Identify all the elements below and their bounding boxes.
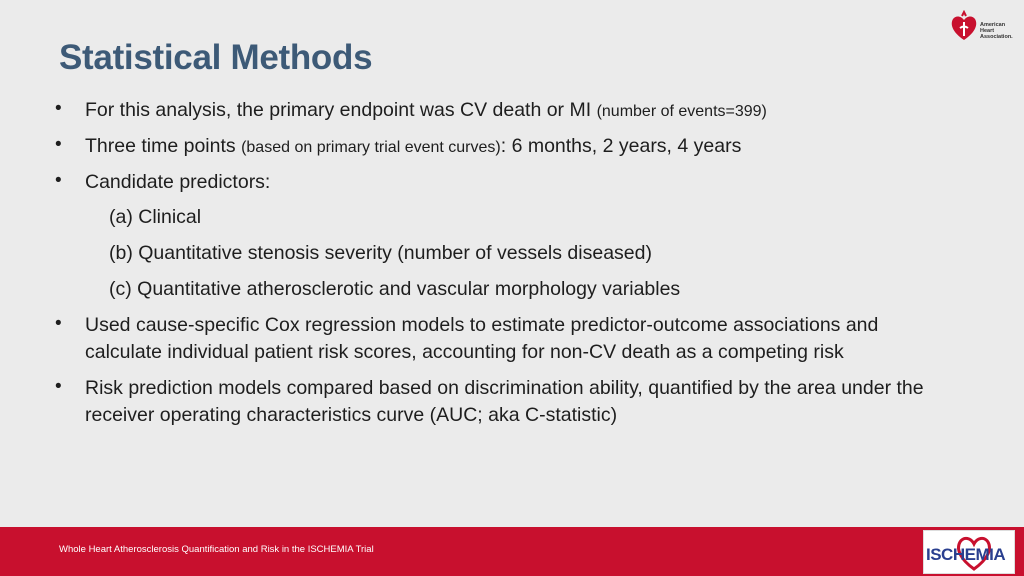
bullet-marker: • [55, 313, 62, 334]
subitem-c: (c) Quantitative atherosclerotic and vascular morphology variables [109, 278, 681, 300]
bullet-3-main: Candidate predictors: [85, 171, 271, 193]
bullet-marker: • [55, 376, 62, 397]
bullet-2-small: (based on primary trial event curves) [241, 139, 501, 156]
bullet-2 [85, 135, 741, 158]
bullet-1 [85, 99, 767, 122]
bullet-marker: • [55, 170, 62, 191]
bullet-marker: • [55, 134, 62, 155]
ischemia-logo [923, 530, 1015, 574]
aha-logo-line-3: Association. [980, 34, 1013, 40]
aha-logo-text [980, 22, 1013, 40]
bullet-2-tail: : 6 months, 2 years, 4 years [500, 135, 742, 157]
aha-logo-line-2: Heart [980, 28, 995, 34]
slide-title: Statistical Methods [59, 38, 373, 77]
bullet-1-main: For this analysis, the primary endpoint was CV death or MI [85, 99, 597, 121]
bullet-4-line-1: Used cause-specific Cox regression models to estimate predictor-outcome associations and [85, 314, 879, 336]
bullet-marker: • [55, 98, 62, 119]
subitem-b: (b) Quantitative stenosis severity (number of vessels diseased) [109, 242, 652, 264]
bullet-4-line-2: calculate individual patient risk scores, accounting for non-CV death as a competing risk [85, 341, 844, 363]
ischemia-logo-text: ISCHEMIA [926, 545, 1006, 564]
bullet-5-line-2: receiver operating characteristics curve (AUC; aka C-statistic) [85, 404, 618, 426]
bullet-3 [85, 171, 270, 194]
bullet-5-line-1: Risk prediction models compared based on discrimination ability, quantified by the area under the [85, 377, 924, 399]
subitem-a: (a) Clinical [109, 206, 202, 228]
bullet-1-small: (number of events=399) [596, 103, 767, 120]
footer-text: Whole Heart Atherosclerosis Quantification and Risk in the ISCHEMIA Trial [59, 544, 374, 555]
bullet-2-main: Three time points [85, 135, 242, 157]
aha-logo-line-1: American [980, 22, 1006, 28]
footer-bar [0, 527, 1024, 576]
